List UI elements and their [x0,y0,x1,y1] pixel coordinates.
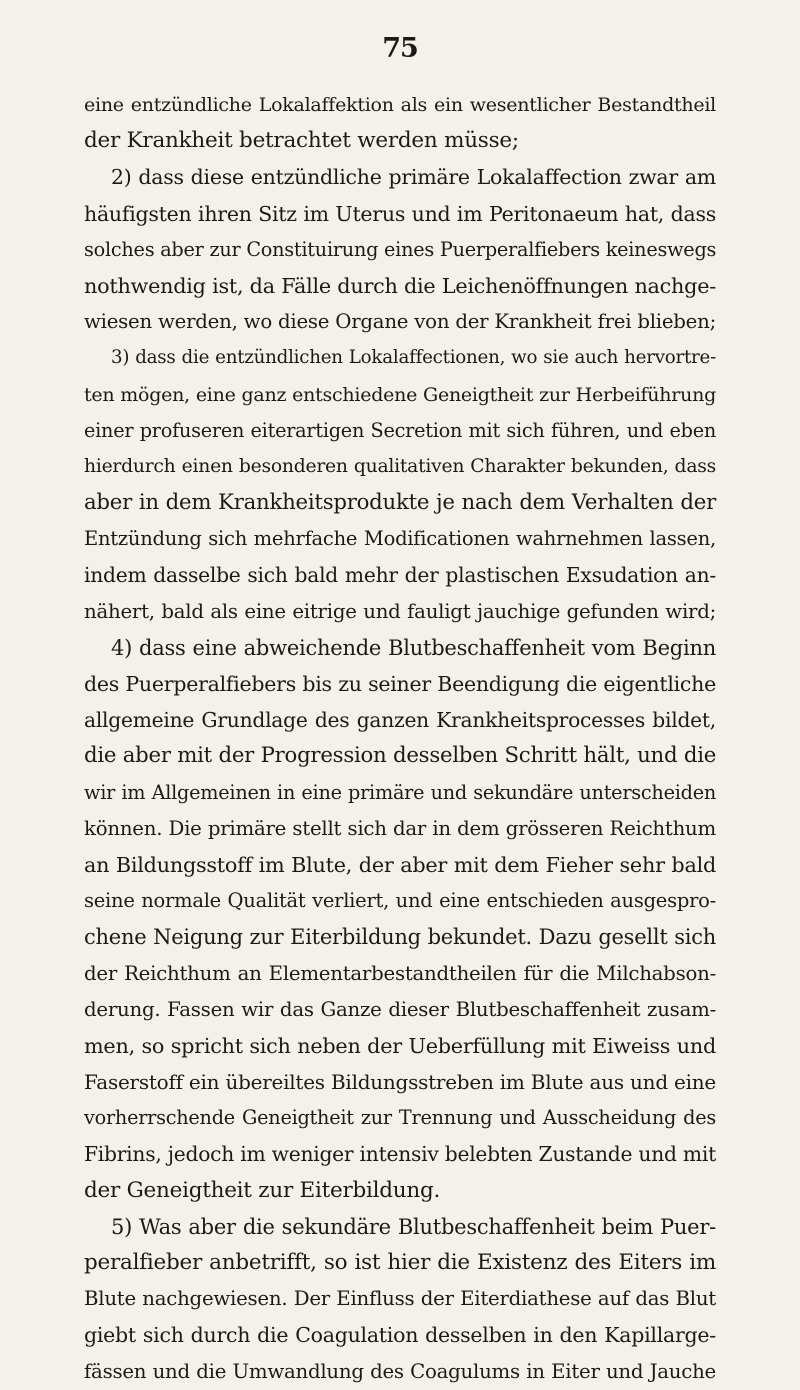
text-line: allgemeine Grundlage des ganzen Krankheitsprocesses bildet, [84,708,716,733]
text-line: Fibrins, jedoch im weniger intensiv belebten Zustande und mit [84,1142,716,1167]
text-line: Blute nachgewiesen. Der Einfluss der Eiterdiathese auf das Blut [84,1287,716,1311]
text-line: ten mögen, eine ganz entschiedene Geneigtheit zur Herbeiführung [84,383,716,406]
text-line: die aber mit der Progression desselben Schritt hält, und die [84,743,717,769]
text-line: 5) Was aber die sekundäre Blutbeschaffenheit beim Puer- [111,1214,716,1239]
text-line: 4) dass eine abweichende Blutbeschaffenheit vom Beginn [111,635,716,660]
text-line: solches aber zur Constituirung eines Puerperalfiebers keineswegs [84,237,717,261]
text-line: aber in dem Krankheitsprodukte je nach dem Verhalten der [84,490,716,516]
text-line: häufigsten ihren Sitz im Uterus und im Peritonaeum hat, dass [84,201,716,226]
body-text [84,87,716,1390]
text-line: seine normale Qualität verliert, und eine entschieden ausgespro- [84,889,716,913]
text-line: Entzündung sich mehrfache Modificationen wahrnehmen lassen, [84,527,716,551]
text-line: der Krankheit betrachtet werden müsse; [84,128,519,154]
text-line: wiesen werden, wo diese Organe von der Krankheit frei blieben; [84,310,716,334]
text-line: der Geneigtheit zur Eiterbildung. [84,1177,441,1203]
text-line: nothwendig ist, da Fälle durch die Leichenöffnungen nachge- [84,273,716,298]
text-line: einer profuseren eiterartigen Secretion mit sich führen, und eben [84,418,716,442]
text-line: men, so spricht sich neben der Ueberfüllung mit Eiweiss und [84,1033,716,1058]
text-line: nähert, bald als eine eitrige und fauligt jauchige gefunden wird; [84,599,716,623]
text-line: 2) dass diese entzündliche primäre Lokalaffection zwar am [111,165,716,190]
text-line: vorherrschende Geneigtheit zur Trennung und Ausscheidung des [84,1106,716,1130]
text-line: können. Die primäre stellt sich dar in dem grösseren Reichthum [84,816,716,840]
text-line: wir im Allgemeinen in eine primäre und sekundäre unterscheiden [84,780,716,804]
text-line: Faserstoff ein übereiltes Bildungsstreben im Blute aus und eine [84,1070,716,1095]
text-line: hierdurch einen besonderen qualitativen Charakter bekunden, dass [84,455,716,477]
text-line: an Bildungsstoff im Blute, der aber mit dem Fieher sehr bald [84,852,716,877]
text-line: derung. Fassen wir das Ganze dieser Blutbeschaffenheit zusam- [84,997,716,1021]
text-line: der Reichthum an Elementarbestandtheilen für die Milchabson- [84,961,716,985]
text-line: eine entzündliche Lokalaffektion als ein wesentlicher Bestandtheil [84,94,716,116]
text-line: peralfieber anbetrifft, so ist hier die Existenz des Eiters im [84,1250,716,1275]
text-line: des Puerperalfiebers bis zu seiner Beendigung die eigentliche [84,672,716,696]
text-line: 3) dass die entzündlichen Lokalaffectionen, wo sie auch hervortre- [111,347,716,369]
page-number: 75 [382,33,418,64]
text-line: indem dasselbe sich bald mehr der plastischen Exsudation an- [84,563,716,588]
text-line: giebt sich durch die Coagulation desselben in den Kapillarge- [84,1323,716,1348]
text-line: chene Neigung zur Eiterbildung bekundet. Dazu gesellt sich [84,925,716,950]
text-line: fässen und die Umwandlung des Coagulums in Eiter und Jauche [84,1359,716,1383]
